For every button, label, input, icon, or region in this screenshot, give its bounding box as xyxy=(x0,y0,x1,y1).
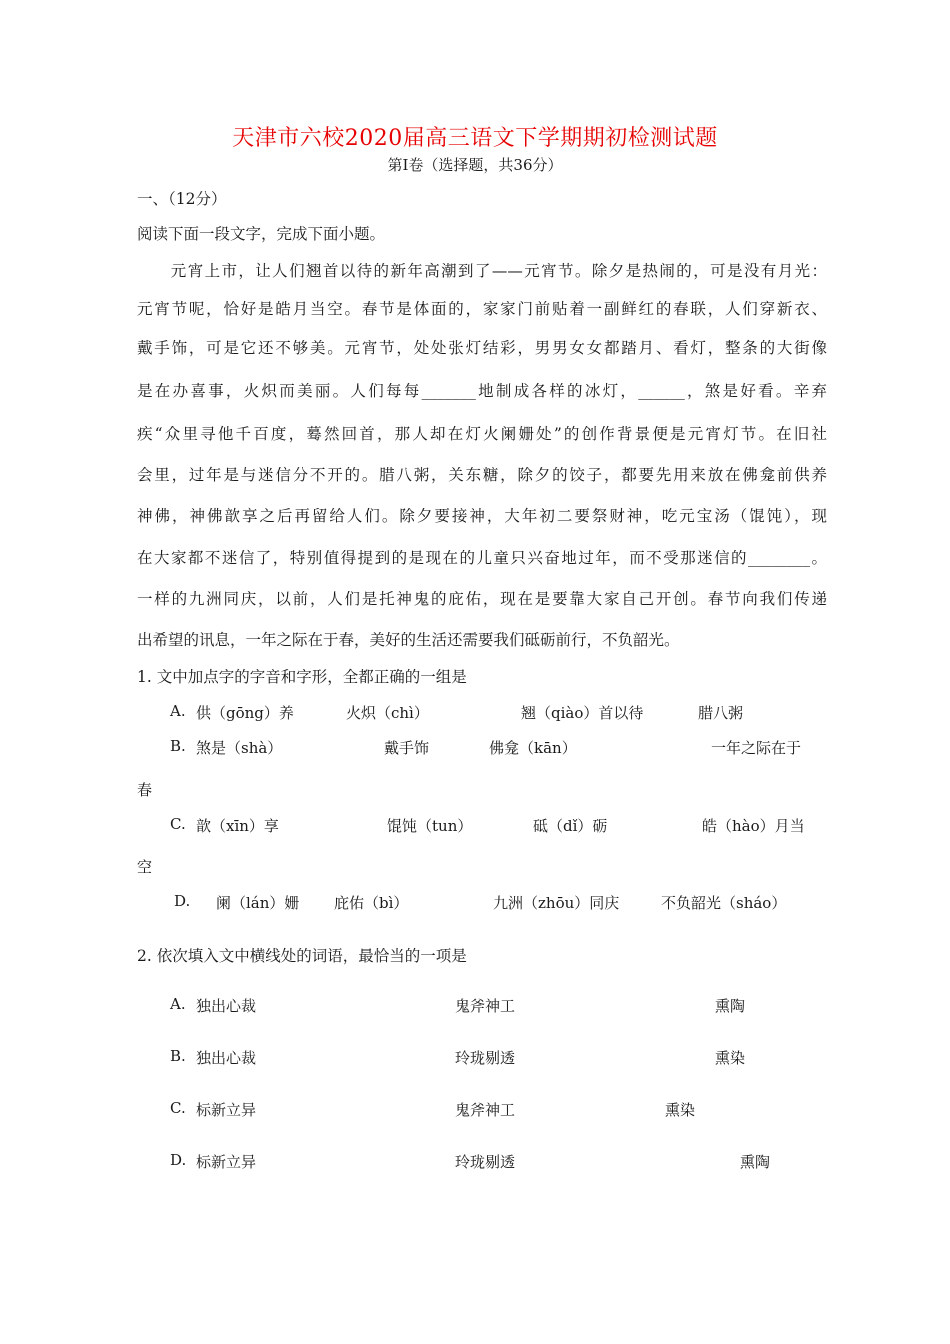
q1-option-a-item: 翘（qiào）首以待 xyxy=(521,704,644,722)
passage-line: 元宵上市，让人们翘首以待的新年高潮到了——元宵节。除夕是热闹的，可是没有月光： xyxy=(137,262,827,280)
q2-option-d-item: 玲珑剔透 xyxy=(455,1153,516,1171)
q1-option-b-item: 佛龛（kān） xyxy=(489,739,577,757)
q2-option-d-item: 熏陶 xyxy=(740,1153,771,1171)
q1-option-c-item: 皓（hào）月当 xyxy=(702,817,805,835)
q1-option-b-item: 一年之际在于 xyxy=(711,739,802,757)
q1-option-c-item: 砥（dǐ）砺 xyxy=(533,817,608,835)
passage-line: 在大家都不迷信了，特别值得提到的是现在的儿童只兴奋地过年，而不受那迷信的________。 xyxy=(137,549,827,567)
q2-option-a-item: 熏陶 xyxy=(715,997,746,1015)
q1-option-c-item: 歆（xīn）享 xyxy=(196,817,279,835)
page-title: 天津市六校2020届高三语文下学期期初检测试题 xyxy=(232,126,718,151)
q1-option-d-item: 庇佑（bì） xyxy=(334,894,409,912)
passage-line: 会里，过年是与迷信分不开的。腊八粥，关东糖，除夕的饺子，都要先用来放在佛龛前供养 xyxy=(137,466,827,484)
passage-line: 出希望的讯息，一年之际在于春，美好的生活还需要我们砥砺前行，不负韶光。 xyxy=(137,631,680,649)
q2-option-a-item: 鬼斧神工 xyxy=(455,997,516,1015)
q1-option-b-item: 戴手饰 xyxy=(384,739,430,757)
q2-option-b-item: 熏染 xyxy=(715,1049,746,1067)
q2-option-c-item: 熏染 xyxy=(665,1101,696,1119)
q2-option-d-item: 标新立异 xyxy=(196,1153,257,1171)
passage-line: 元宵节呢，恰好是皓月当空。春节是体面的，家家门前贴着一副鲜红的春联，人们穿新衣、 xyxy=(137,300,827,318)
q1-option-b-wrap: 春 xyxy=(137,781,153,799)
q2-option-a-item: 独出心裁 xyxy=(196,997,257,1015)
passage-line: 是在办喜事，火炽而美丽。人们每每_______地制成各样的冰灯，______，煞是好看。辛弃 xyxy=(137,382,827,400)
passage-line: 一样的九洲同庆，以前，人们是托神鬼的庇佑，现在是要靠大家自己开创。春节向我们传递 xyxy=(137,590,827,608)
q1-option-d-item: 阑（lán）姗 xyxy=(216,894,300,912)
q2-option-c-label: C. xyxy=(170,1099,186,1117)
passage-line: 戴手饰，可是它还不够美。元宵节，处处张灯结彩，男男女女都踏月、看灯，整条的大街像 xyxy=(137,339,827,357)
q1-option-c-item: 馄饨（tun） xyxy=(387,817,473,835)
q2-option-c-item: 鬼斧神工 xyxy=(455,1101,516,1119)
q2-option-c-item: 标新立异 xyxy=(196,1101,257,1119)
q1-option-a-label: A. xyxy=(170,702,186,720)
q1-option-d-item: 九洲（zhōu）同庆 xyxy=(493,894,620,912)
q1-option-d-label: D. xyxy=(174,892,191,910)
q2-option-b-item: 独出心裁 xyxy=(196,1049,257,1067)
q2-option-b-item: 玲珑剔透 xyxy=(455,1049,516,1067)
q2-option-a-label: A. xyxy=(170,995,186,1013)
q1-option-c-label: C. xyxy=(170,815,186,833)
q2-option-b-label: B. xyxy=(170,1047,186,1065)
q1-option-a-item: 腊八粥 xyxy=(698,704,744,722)
q1-option-c-wrap: 空 xyxy=(137,858,153,876)
q1-option-a-item: 供（gōng）养 xyxy=(196,704,294,722)
passage-line: 疾“众里寻他千百度，蓦然回首，那人却在灯火阑姗处”的创作背景便是元宵灯节。在旧社 xyxy=(137,425,827,443)
q1-option-a-item: 火炽（chì） xyxy=(346,704,429,722)
q1-option-b-item: 煞是（shà） xyxy=(196,739,283,757)
q2-option-d-label: D. xyxy=(170,1151,187,1169)
instruction-text: 阅读下面一段文字，完成下面小题。 xyxy=(137,225,386,243)
passage-line: 神佛，神佛歆享之后再留给人们。除夕要接神，大年初二要祭财神，吃元宝汤（馄饨），现 xyxy=(137,507,827,525)
question-1-stem: 1. 文中加点字的字音和字形，全都正确的一组是 xyxy=(137,668,467,686)
q1-option-d-item: 不负韶光（sháo） xyxy=(661,894,787,912)
q1-option-b-label: B. xyxy=(170,737,186,755)
section-subtitle: 第Ⅰ卷（选择题，共36分） xyxy=(387,156,563,174)
section-heading: 一、（12分） xyxy=(137,190,227,208)
question-2-stem: 2. 依次填入文中横线处的词语，最恰当的一项是 xyxy=(137,947,467,965)
